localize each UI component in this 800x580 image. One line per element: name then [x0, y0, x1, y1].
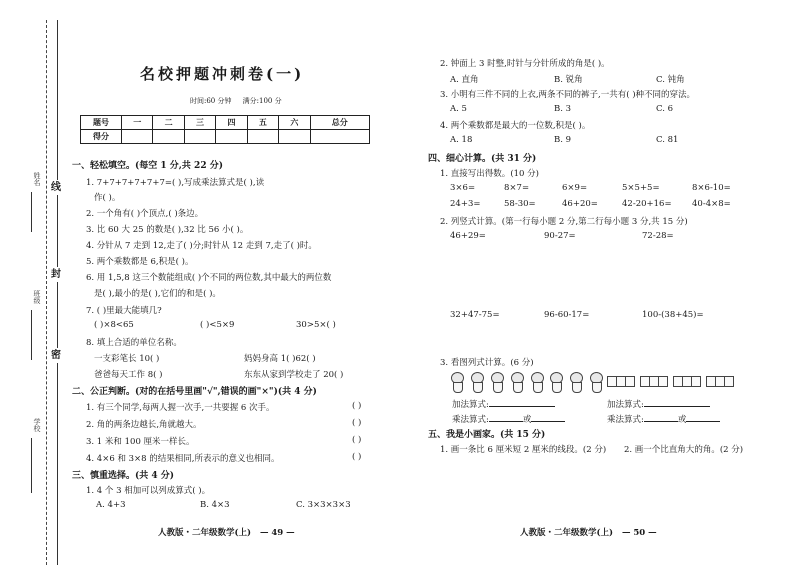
s2-answer-paren[interactable]: ( ) [352, 452, 362, 462]
s4-vertical-item: 100-(38+45)= [642, 310, 704, 320]
answer-blank[interactable] [644, 413, 678, 422]
footer-left-page: — 49 — [259, 528, 295, 538]
s1-q8-item: 东东从家到学校走了 20( ) [244, 370, 344, 380]
s3-q3-option-c[interactable]: C. 6 [656, 104, 674, 114]
s3-q1-option-a[interactable]: A. 4+3 [96, 500, 126, 510]
exam-meta [190, 96, 282, 106]
cube-mul-formula [607, 413, 720, 425]
s4-sub3: 3. 看图列式计算。(6 分) [440, 358, 534, 368]
footer-right-text: 人教版・二年级数学(上) [520, 528, 614, 538]
score-cell[interactable] [279, 130, 310, 144]
score-header-cell: 六 [279, 116, 310, 130]
cube-group-icon [640, 376, 667, 390]
s2-item: 2. 角的两条边越长,角就越大。 [86, 420, 202, 430]
answer-blank[interactable] [531, 413, 565, 422]
s1-q7-item: ( )<5×9 [200, 320, 235, 330]
s1-q3: 3. 比 60 大 25 的数是( ),32 比 56 小( )。 [86, 225, 249, 235]
mul-label: 乘法算式: [607, 415, 644, 425]
flower-pot-icon [450, 372, 464, 392]
s3-q2-option-b[interactable]: B. 锐角 [554, 75, 583, 85]
s3-q3-option-b[interactable]: B. 3 [554, 104, 572, 114]
s3-q3: 3. 小明有三件不同的上衣,两条不同的裤子,一共有( )种不同的穿法。 [440, 90, 696, 100]
name-field [31, 192, 32, 232]
score-cell[interactable] [247, 130, 278, 144]
s4-oral-item: 3×6= [450, 183, 476, 193]
or-label: 或 [677, 415, 687, 425]
mul-label: 乘法算式: [452, 415, 489, 425]
s1-q7-item: 30>5×( ) [296, 320, 336, 330]
score-header-cell: 二 [153, 116, 184, 130]
answer-blank[interactable] [644, 398, 710, 407]
right-page [400, 0, 800, 580]
s4-vertical-item: 72-28= [642, 231, 674, 241]
s2-answer-paren[interactable]: ( ) [352, 418, 362, 428]
s2-item: 4. 4×6 和 3×8 的结果相同,所表示的意义也相同。 [86, 454, 280, 464]
s1-q6-line1: 6. 用 1,5,8 这三个数能组成( )个不同的两位数,其中最大的两位数 [86, 273, 332, 283]
score-header-cell: 题号 [81, 116, 122, 130]
s4-oral-item: 6×9= [562, 183, 588, 193]
flower-pot-icon [569, 372, 583, 392]
footer-right-page: — 50 — [621, 528, 657, 538]
cube-group-icon [673, 376, 700, 390]
score-row-label: 得分 [81, 130, 122, 144]
s4-vertical-item: 32+47-75= [450, 310, 500, 320]
score-cell[interactable] [310, 130, 369, 144]
section5-heading: 五、我是小画家。(共 15 分) [428, 430, 546, 440]
answer-blank[interactable] [489, 413, 523, 422]
add-label: 加法算式: [452, 400, 489, 410]
score-cell[interactable] [184, 130, 215, 144]
class-label: 班级 [33, 290, 41, 304]
s2-item: 1. 有三个同学,每两人握一次手,一共要握 6 次手。 [86, 403, 275, 413]
bind-word-seal: 封 [51, 269, 61, 280]
score-table-header-row [81, 116, 370, 130]
cube-group-icon [607, 376, 634, 390]
answer-blank[interactable] [489, 398, 555, 407]
s3-q1: 1. 4 个 3 相加可以列成算式( )。 [86, 486, 211, 496]
s2-answer-paren[interactable]: ( ) [352, 435, 362, 445]
s3-q1-option-b[interactable]: B. 4×3 [200, 500, 230, 510]
score-header-cell: 总分 [310, 116, 369, 130]
school-field [31, 438, 32, 493]
s4-oral-item: 42-20+16= [622, 199, 672, 209]
or-label: 或 [522, 415, 532, 425]
bind-word-line: 线 [51, 182, 61, 193]
exam-score: 满分:100 分 [242, 97, 282, 105]
cube-group-icon [706, 376, 733, 390]
s4-sub1: 1. 直接写出得数。(10 分) [440, 169, 539, 179]
s4-oral-item: 46+20= [562, 199, 598, 209]
s4-oral-item: 8×7= [504, 183, 530, 193]
answer-blank[interactable] [686, 413, 720, 422]
s2-item: 3. 1 米和 100 厘米一样长。 [86, 437, 195, 447]
footer-left [158, 526, 295, 538]
flower-pot-icon [470, 372, 484, 392]
s4-oral-item: 58-30= [504, 199, 536, 209]
flower-pot-icon [549, 372, 563, 392]
s3-q4-option-b[interactable]: B. 9 [554, 135, 572, 145]
exam-title: 名校押题冲刺卷(一) [140, 65, 305, 83]
name-label: 姓名 [33, 172, 41, 186]
s5-q2: 2. 画一个比直角大的角。(2 分) [624, 445, 744, 455]
s4-oral-item: 24+3= [450, 199, 481, 209]
section4-heading: 四、细心计算。(共 31 分) [428, 154, 537, 164]
section3-heading: 三、慎重选择。(共 4 分) [72, 471, 175, 481]
exam-time: 时间:60 分钟 [190, 97, 232, 105]
flower-pot-icon [589, 372, 603, 392]
bind-word-secret: 密 [51, 350, 61, 361]
s4-vertical-item: 96-60-17= [544, 310, 590, 320]
score-header-cell: 三 [184, 116, 215, 130]
cube-picture [607, 376, 736, 398]
s3-q2-option-c[interactable]: C. 钝角 [656, 75, 685, 85]
s3-q2-option-a[interactable]: A. 直角 [450, 75, 479, 85]
s1-q6-line2: 是( ),最小的是( ),它们的和是( )。 [94, 289, 221, 299]
s4-oral-item: 8×6-10= [692, 183, 731, 193]
score-header-cell: 四 [216, 116, 247, 130]
s1-q8-item: 妈妈身高 1( )62( ) [244, 354, 316, 364]
s2-answer-paren[interactable]: ( ) [352, 401, 362, 411]
s1-q5: 5. 两个乘数都是 6,积是( )。 [86, 257, 194, 267]
s1-q1-line1: 1. 7+7+7+7+7+7=( ),写成乘法算式是( ),读 [86, 178, 265, 188]
s3-q4-option-c[interactable]: C. 81 [656, 135, 679, 145]
score-table-score-row [81, 130, 370, 144]
class-field [31, 310, 32, 360]
s1-q8: 8. 填上合适的单位名称。 [86, 338, 182, 348]
s4-vertical-item: 46+29= [450, 231, 486, 241]
score-cell[interactable] [153, 130, 184, 144]
s4-vertical-item: 90-27= [544, 231, 576, 241]
flower-mul-formula [452, 413, 565, 425]
flower-pot-icon [510, 372, 524, 392]
s1-q7: 7. ( )里最大能填几? [86, 306, 162, 316]
s1-q2: 2. 一个角有( )个顶点,( )条边。 [86, 209, 204, 219]
s1-q8-item: 一支彩笔长 10( ) [94, 354, 160, 364]
binding-dash-line [46, 20, 47, 565]
s4-sub2: 2. 列竖式计算。(第一行每小题 2 分,第二行每小题 3 分,共 15 分) [440, 217, 688, 227]
add-label: 加法算式: [607, 400, 644, 410]
footer-right [520, 526, 657, 538]
s1-q1-line2: 作( )。 [94, 193, 121, 203]
s3-q1-option-c[interactable]: C. 3×3×3×3 [296, 500, 351, 510]
section1-heading: 一、轻松填空。(每空 1 分,共 22 分) [72, 161, 223, 171]
school-label: 学校 [33, 418, 41, 432]
s3-q3-option-a[interactable]: A. 5 [450, 104, 467, 114]
s4-oral-item: 40-4×8= [692, 199, 731, 209]
score-table [80, 115, 370, 144]
flower-pot-icon [490, 372, 504, 392]
score-cell[interactable] [216, 130, 247, 144]
section2-heading: 二、公正判断。(对的在括号里画"√",错误的画"×")(共 4 分) [72, 387, 317, 397]
binding-solid-line [57, 20, 58, 565]
score-header-cell: 一 [122, 116, 153, 130]
s4-oral-item: 5×5+5= [622, 183, 660, 193]
s1-q8-item: 爸爸每天工作 8( ) [94, 370, 163, 380]
s3-q2: 2. 钟面上 3 时整,时针与分针所成的角是( )。 [440, 59, 610, 69]
score-cell[interactable] [122, 130, 153, 144]
s3-q4: 4. 两个乘数都是最大的一位数,积是( )。 [440, 121, 591, 131]
flower-pot-icon [530, 372, 544, 392]
score-header-cell: 五 [247, 116, 278, 130]
s3-q4-option-a[interactable]: A. 18 [450, 135, 473, 145]
s1-q4: 4. 分针从 7 走到 12,走了( )分;时针从 12 走到 7,走了( )时。 [86, 241, 317, 251]
flower-add-formula [452, 398, 555, 410]
footer-left-text: 人教版・二年级数学(上) [158, 528, 252, 538]
s5-q1: 1. 画一条比 6 厘米短 2 厘米的线段。(2 分) [440, 445, 607, 455]
cube-add-formula [607, 398, 710, 410]
s1-q7-item: ( )×8<65 [94, 320, 134, 330]
flower-pot-picture [450, 372, 606, 394]
